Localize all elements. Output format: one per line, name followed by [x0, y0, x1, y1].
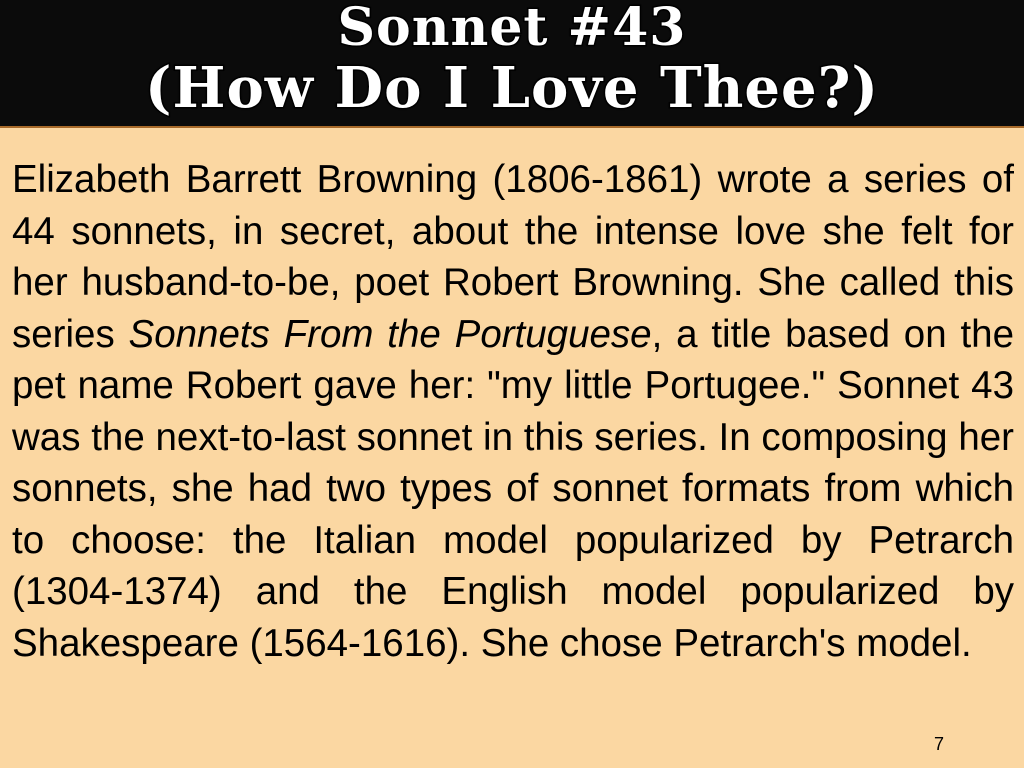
title-line-2: (How Do I Love Thee?): [145, 55, 879, 121]
body-paragraph: [12, 154, 1014, 669]
title-line-1: Sonnet #43: [337, 0, 687, 58]
body-text-part-2: , a title based on the pet name Robert gave her: "my little Portugee." Sonnet 43 was the next-to-last sonnet in this series. In composing her sonnets, she had two types of sonnet formats from which to choose: the Italian model popularized by Petrarch (1304-1374) and the English model popularized by Shakespeare (1564-1616). She chose Petrarch's model.: [12, 312, 1014, 665]
body-text-part-1: Elizabeth Barrett Browning (1806-1861) wrote a series of 44 sonnets, in secret, about the intense love she felt for her husband-to-be, poet Robert Browning. She called this series: [12, 158, 1014, 356]
title-bar: [0, 0, 1024, 128]
series-title: Sonnets From the Portuguese: [128, 312, 652, 356]
slide-number: 7: [933, 734, 944, 754]
